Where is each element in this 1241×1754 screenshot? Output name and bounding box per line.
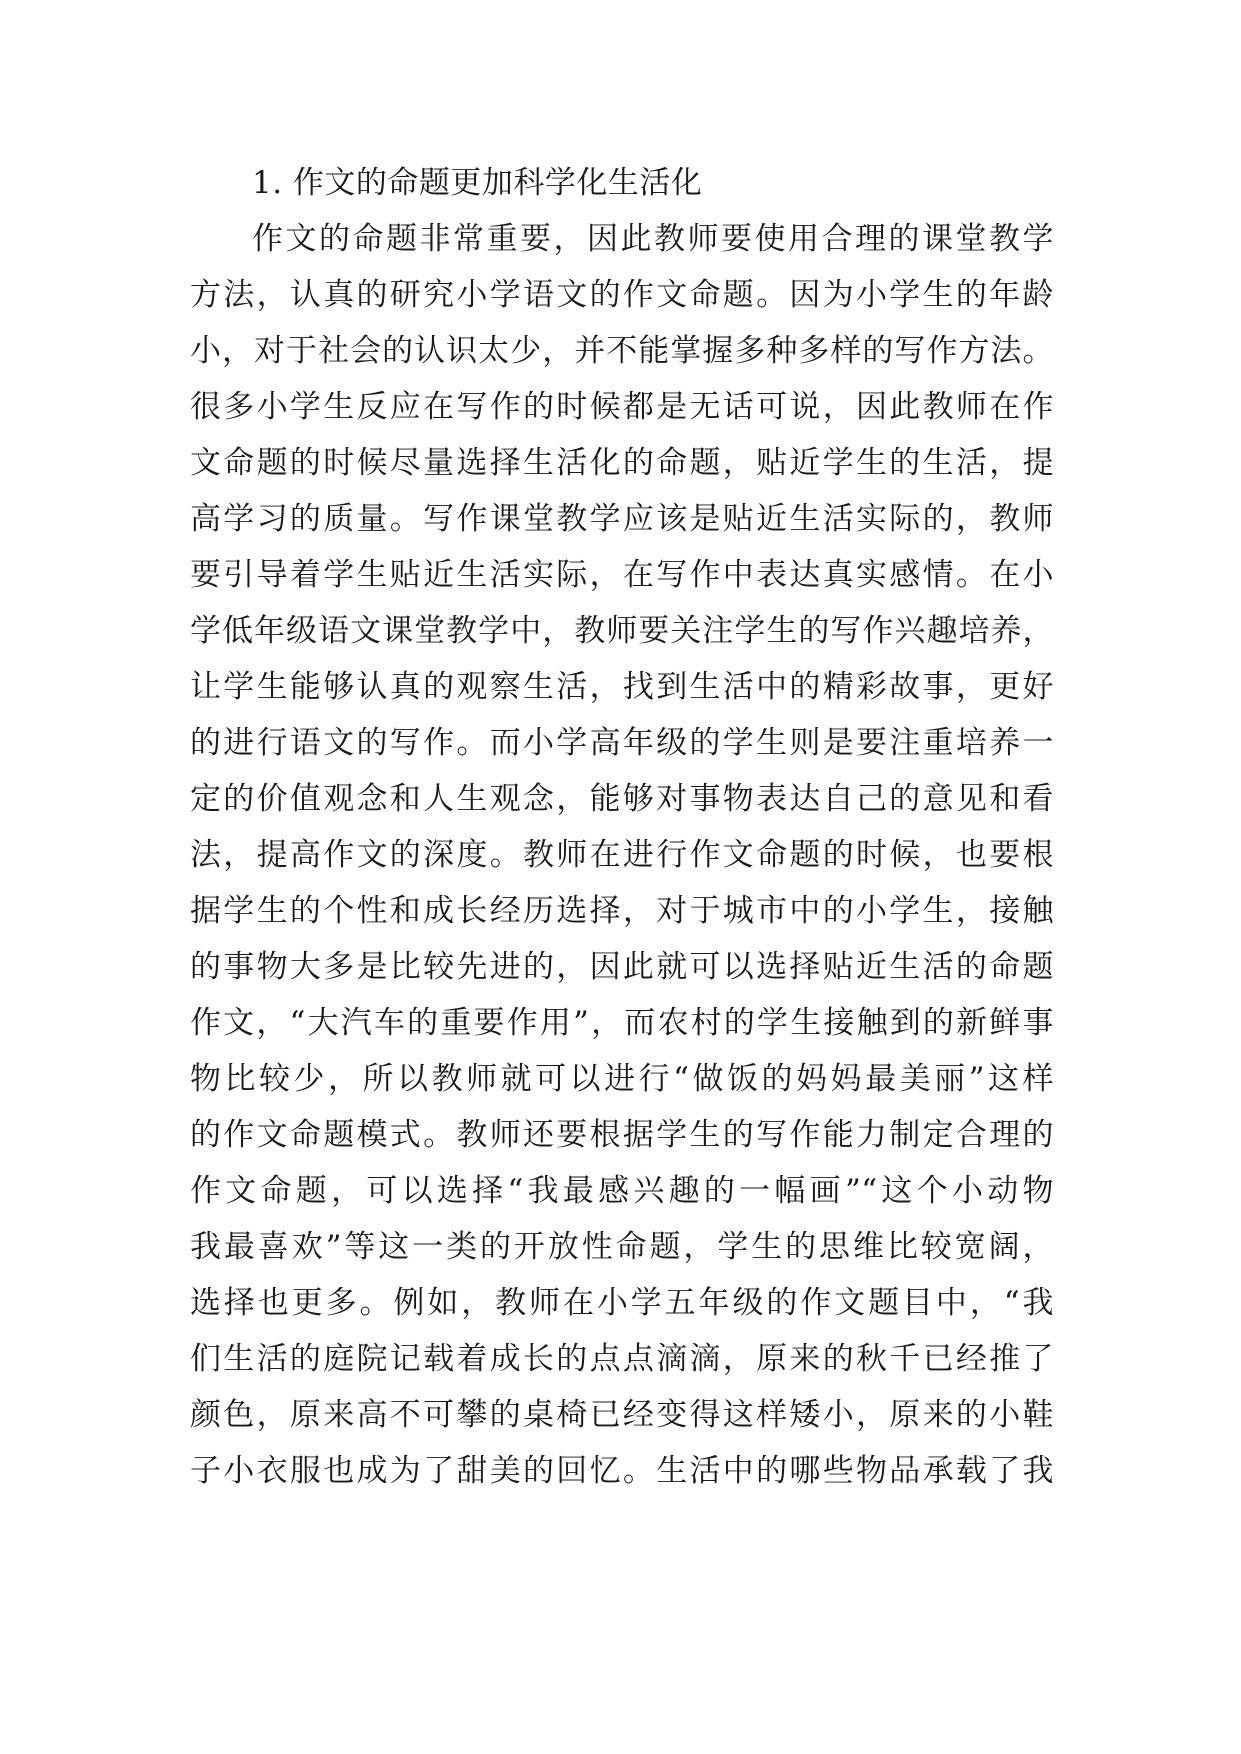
paragraph-line: 小，对于社会的认识太少，并不能掌握多种多样的写作方法。 — [190, 333, 1054, 369]
paragraph-line: 作文命题，可以选择“我最感兴趣的一幅画”“这个小动物 — [190, 1173, 1054, 1209]
body-text — [190, 155, 1054, 1499]
paragraph-line: 学低年级语文课堂教学中，教师要关注学生的写作兴趣培养， — [190, 613, 1054, 649]
paragraph-line: 选择也更多。例如，教师在小学五年级的作文题目中，“我 — [190, 1285, 1054, 1321]
paragraph-line: 的进行语文的写作。而小学高年级的学生则是要注重培养一 — [190, 725, 1054, 761]
paragraph-line: 要引导着学生贴近生活实际，在写作中表达真实感情。在小 — [190, 557, 1054, 593]
paragraph-line: 让学生能够认真的观察生活，找到生活中的精彩故事，更好 — [190, 669, 1054, 705]
paragraph-line: 物比较少，所以教师就可以进行“做饭的妈妈最美丽”这样 — [190, 1061, 1054, 1097]
paragraph-line: 法，提高作文的深度。教师在进行作文命题的时候，也要根 — [190, 837, 1054, 873]
paragraph-line: 我最喜欢”等这一类的开放性命题，学生的思维比较宽阔， — [190, 1229, 1054, 1265]
paragraph-line: 文命题的时候尽量选择生活化的命题，贴近学生的生活，提 — [190, 445, 1054, 481]
paragraph-line: 们生活的庭院记载着成长的点点滴滴，原来的秋千已经推了 — [190, 1341, 1054, 1377]
paragraph-line: 的作文命题模式。教师还要根据学生的写作能力制定合理的 — [190, 1117, 1054, 1153]
paragraph-line: 的事物大多是比较先进的，因此就可以选择贴近生活的命题 — [190, 949, 1054, 985]
paragraph-line: 作文的命题非常重要，因此教师要使用合理的课堂教学 — [252, 221, 1054, 257]
paragraph-line: 子小衣服也成为了甜美的回忆。生活中的哪些物品承载了我 — [190, 1453, 1054, 1489]
paragraph-line: 据学生的个性和成长经历选择，对于城市中的小学生，接触 — [190, 893, 1054, 929]
paragraph-line: 颜色，原来高不可攀的桌椅已经变得这样矮小，原来的小鞋 — [190, 1397, 1054, 1433]
paragraph-line: 作文，“大汽车的重要作用”，而农村的学生接触到的新鲜事 — [190, 1005, 1054, 1041]
section-heading: 1. 作文的命题更加科学化生活化 — [252, 165, 703, 201]
paragraph-line: 方法，认真的研究小学语文的作文命题。因为小学生的年龄 — [190, 277, 1054, 313]
paragraph-line: 定的价值观念和人生观念，能够对事物表达自己的意见和看 — [190, 781, 1054, 817]
paragraph-line: 很多小学生反应在写作的时候都是无话可说，因此教师在作 — [190, 389, 1054, 425]
paragraph-line: 高学习的质量。写作课堂教学应该是贴近生活实际的，教师 — [190, 501, 1054, 537]
